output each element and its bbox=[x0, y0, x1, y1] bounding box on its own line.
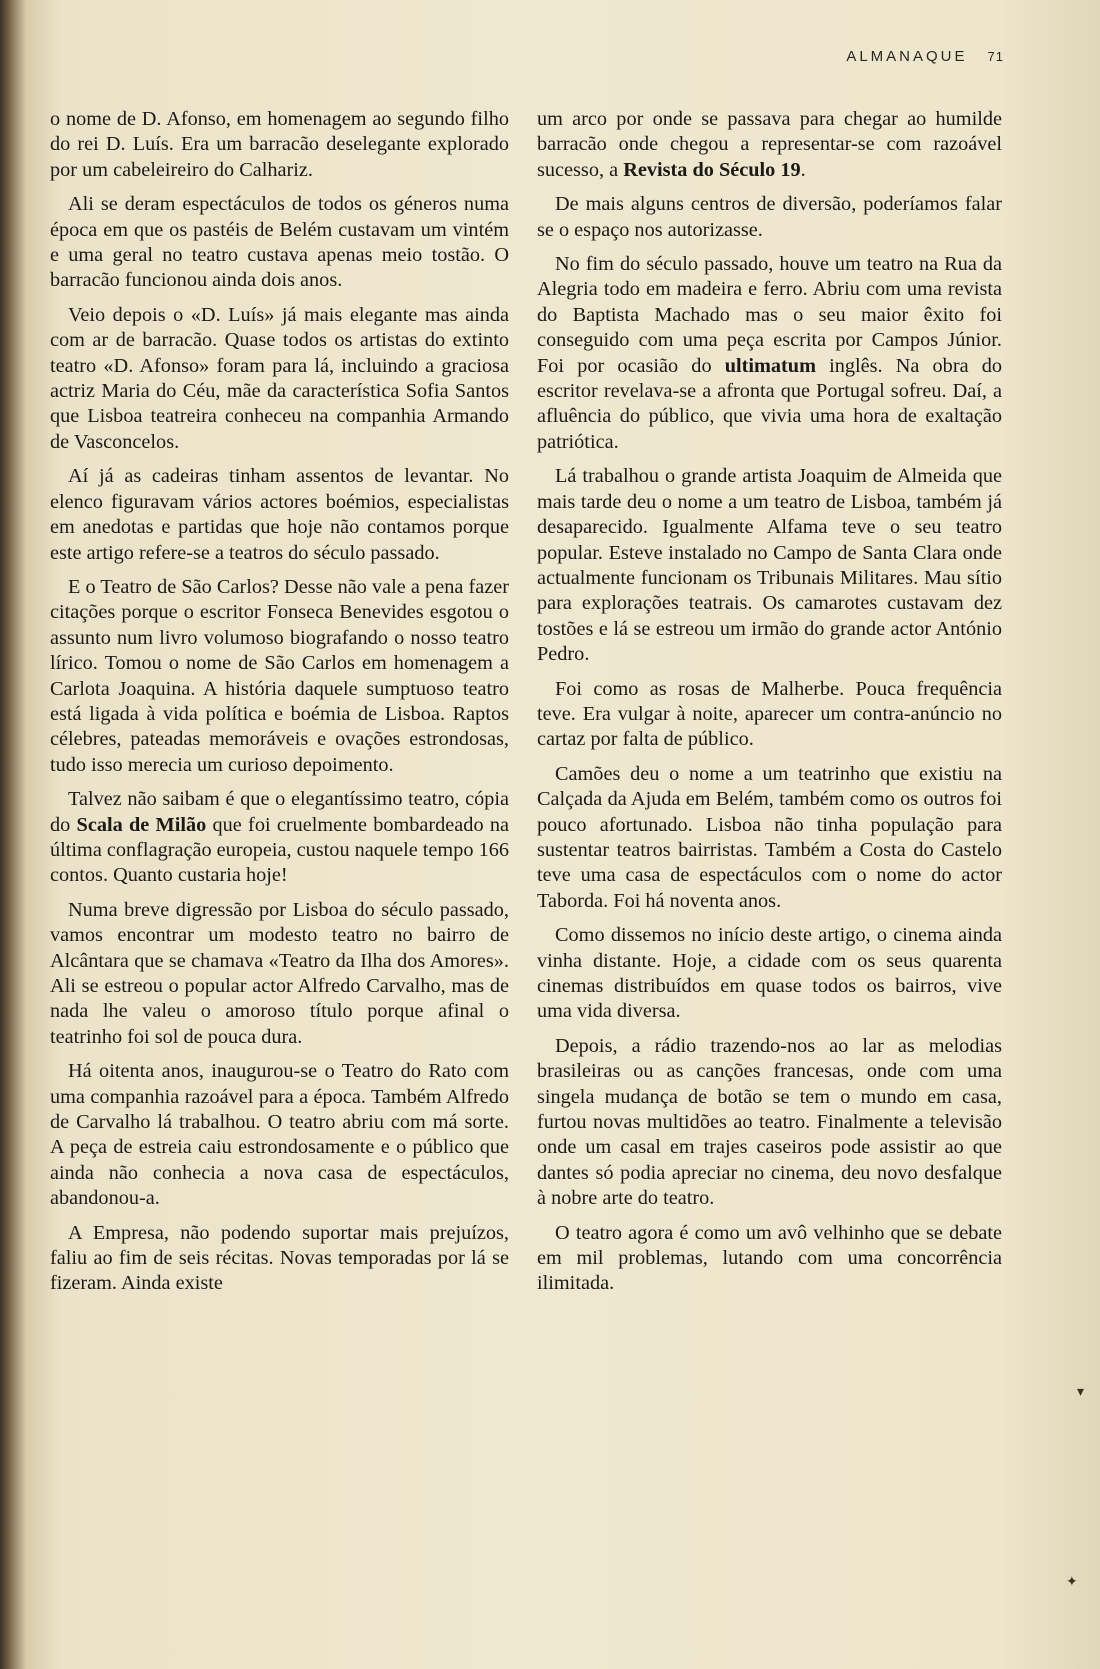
text-run: No fim do século passado, houve um teatro na Rua da Alegria todo em madeira e ferro. Abriu com uma revista do Baptista Machado mas o seu maior êxito foi conseguido com uma peça escrita por Campos Júnior. Foi por ocasião do bbox=[537, 253, 1002, 377]
paragraph: Como dissemos no início deste artigo, o cinema ainda vinha distante. Hoje, a cidade com os seus quarenta cinemas distribuídos em quase todos os bairros, vive uma vida diversa. bbox=[537, 924, 1002, 1023]
running-title: ALMANAQUE bbox=[846, 48, 968, 65]
right-column bbox=[537, 107, 1002, 1306]
text-run: inglês. Na obra do escritor revelava-se a afronta que Portugal sofreu. Daí, a afluência do público, que vivia uma hora de exaltação patriótica. bbox=[537, 354, 1002, 453]
paragraph bbox=[537, 252, 1002, 455]
paragraph: Lá trabalhou o grande artista Joaquim de Almeida que mais tarde deu o nome a um teatro de Lisboa, também já desaparecido. Igualmente Alfama teve o seu teatro popular. Esteve instalado no Campo de Santa Clara onde actualmente funcionam os Tribunais Militares. Mau sítio para explorações teatrais. Os camarotes custavam dez tostões e lá se estreou um irmão do grande actor António Pedro. bbox=[537, 465, 1002, 666]
paragraph: Há oitenta anos, inaugurou-se o Teatro do Rato com uma companhia razoável para a época. Também Alfredo de Carvalho lá trabalhou. O teatro abriu com má sorte. A peça de estreia caiu estrondosamente e o público que ainda não conhecia a nova casa de espectáculos, abandonou-a. bbox=[50, 1060, 509, 1210]
paragraph: Aí já as cadeiras tinham assentos de levantar. No elenco figuravam vários actores boémios, especialistas em anedotas e partidas que hoje não contamos porque este artigo refere-se a teatros do século passado. bbox=[50, 465, 509, 564]
text-run: Talvez não saibam é que o elegantíssimo teatro, cópia do bbox=[50, 788, 509, 836]
page-number: 71 bbox=[987, 49, 1004, 64]
paragraph: Numa breve digressão por Lisboa do século passado, vamos encontrar um modesto teatro no bairro de Alcântara que se chamava «Teatro da Ilha dos Amores». Ali se estreou o popular actor Alfredo Carvalho, mas de nada lhe valeu o amoroso título porque afinal o teatrinho foi sol de pouca dura. bbox=[50, 898, 509, 1048]
paragraph: Veio depois o «D. Luís» já mais elegante mas ainda com ar de barracão. Quase todos os artistas do extinto teatro «D. Afonso» foram para lá, incluindo a graciosa actriz Maria do Céu, mãe da característica Sofia Santos que Lisboa teatreira conheceu na companhia Armando de Vasconcelos. bbox=[50, 303, 509, 453]
paragraph bbox=[50, 787, 509, 889]
bold-term: Revista do Século 19 bbox=[623, 158, 801, 181]
ink-speck-icon: ✦ bbox=[1066, 1575, 1078, 1590]
text-run: que foi cruelmente bombardeado na última conflagração europeia, custou naquele tempo 166 contos. Quanto custaria hoje! bbox=[50, 813, 509, 887]
text-run: um arco por onde se passava para chegar ao humilde barracão onde chegou a representar-se com razoável sucesso, a bbox=[537, 108, 1002, 181]
paragraph: o nome de D. Afonso, em homenagem ao segundo filho do rei D. Luís. Era um barracão deselegante explorado por um cabeleireiro do Calhariz. bbox=[50, 108, 509, 181]
paragraph: E o Teatro de São Carlos? Desse não vale a pena fazer citações porque o escritor Fonseca Benevides esgotou o assunto num livro volumoso biografando o nosso teatro lírico. Tomou o nome de São Carlos em homenagem a Carlota Joaquina. A história daquele sumptuoso teatro está ligada à vida política e boémia de Lisboa. Raptos célebres, pateadas memoráveis e ovações estrondosas, tudo isso merecia um curioso depoimento. bbox=[50, 575, 509, 776]
text-run: . bbox=[800, 158, 806, 181]
paragraph: De mais alguns centros de diversão, poderíamos falar se o espaço nos autorizasse. bbox=[537, 193, 1002, 241]
paragraph: A Empresa, não podendo suportar mais prejuízos, faliu ao fim de seis récitas. Novas temporadas por lá se fizeram. Ainda existe bbox=[50, 1221, 509, 1295]
paragraph: Ali se deram espectáculos de todos os géneros numa época em que os pastéis de Belém custavam um vintém e uma geral no teatro custava apenas meio tostão. O barracão funcionou ainda dois anos. bbox=[50, 193, 509, 292]
running-header bbox=[846, 48, 1004, 65]
left-column bbox=[50, 107, 509, 1306]
paragraph: Foi como as rosas de Malherbe. Pouca frequência teve. Era vulgar à noite, aparecer um contra-anúncio no cartaz por falta de público. bbox=[537, 677, 1002, 751]
paragraph: Depois, a rádio trazendo-nos ao lar as melodias brasileiras ou as canções francesas, onde com uma singela mudança de botão se tem o mundo em casa, furtou novas multidões ao teatro. Finalmente a televisão onde um casal em trajes caseiros pode assistir ao que dantes só podia apreciar no cinema, deu novo desfalque à nobre arte do teatro. bbox=[537, 1034, 1002, 1210]
paragraph: O teatro agora é como um avô velhinho que se debate em mil problemas, lutando com uma concorrência ilimitada. bbox=[537, 1221, 1002, 1295]
ink-speck-icon: ▾ bbox=[1077, 1385, 1085, 1400]
bold-term: Scala de Milão bbox=[76, 813, 207, 836]
paragraph bbox=[537, 107, 1002, 183]
paragraph: Camões deu o nome a um teatrinho que existiu na Calçada da Ajuda em Belém, também como os outros foi pouco afortunado. Lisboa não tinha população para sustentar teatros bairristas. Também a Costa do Castelo teve uma casa de espectáculos com o nome do actor Taborda. Foi há noventa anos. bbox=[537, 762, 1002, 912]
bold-term: ultimatum bbox=[724, 354, 816, 377]
